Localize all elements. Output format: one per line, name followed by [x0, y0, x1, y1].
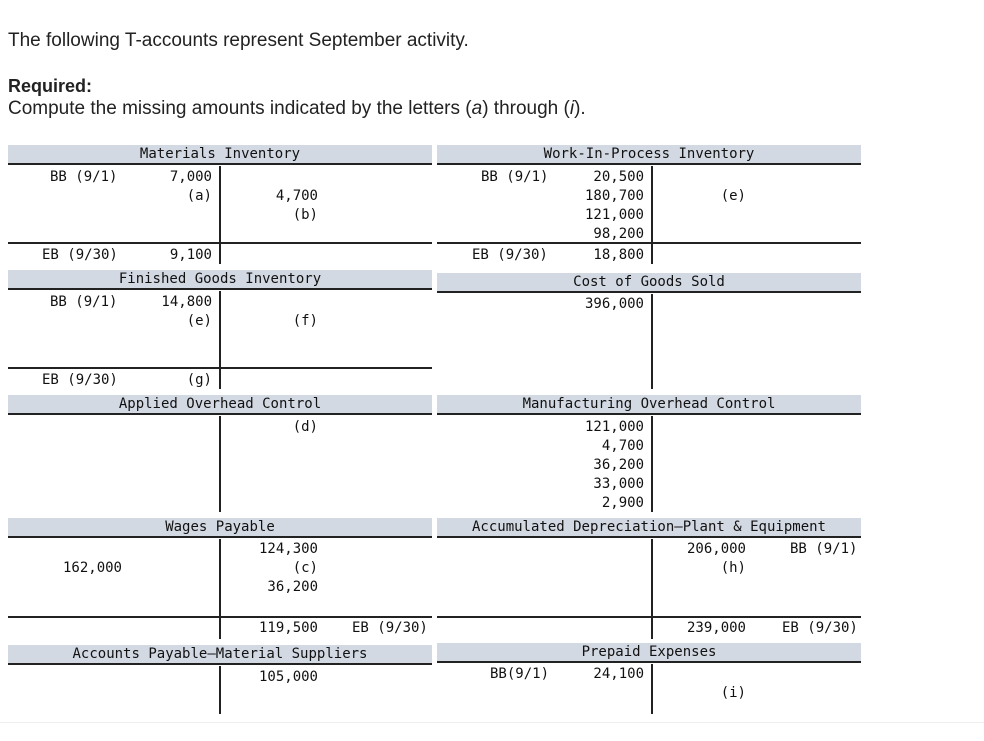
credit-f: (f) — [292, 313, 318, 329]
debit-e: (e) — [186, 313, 212, 329]
account-title: Work-In-Process Inventory — [437, 145, 861, 165]
bb-label: BB (9/1) — [50, 169, 118, 185]
credit-b: (b) — [292, 207, 318, 223]
bb-label: BB (9/1) — [50, 294, 118, 310]
eb-value: 9,100 — [169, 247, 212, 263]
credit-value: 36,200 — [267, 579, 318, 595]
eb-label: EB (9/30) — [42, 372, 118, 388]
account-title: Accounts Payable—Material Suppliers — [8, 645, 432, 665]
debit-value: 180,700 — [584, 188, 644, 204]
credit-value: 4,700 — [275, 188, 318, 204]
bb-label: BB (9/1) — [481, 169, 549, 185]
eb-label: EB (9/30) — [42, 247, 118, 263]
credit-value: 105,000 — [258, 669, 318, 685]
bb-value: 14,800 — [161, 294, 212, 310]
account-title: Cost of Goods Sold — [437, 273, 861, 293]
required-label: Required: — [8, 76, 93, 96]
debit-value: 4,700 — [601, 438, 644, 454]
credit-h: (h) — [720, 560, 746, 576]
debit-value: 36,200 — [593, 457, 644, 473]
debit-value: 33,000 — [593, 476, 644, 492]
account-title: Prepaid Expenses — [437, 643, 861, 663]
debit-value: 121,000 — [584, 207, 644, 223]
bottom-divider — [0, 722, 984, 723]
account-title: Materials Inventory — [8, 145, 432, 165]
credit-c: (c) — [292, 560, 318, 576]
letter-a: a — [471, 98, 483, 119]
bb-label: BB(9/1) — [490, 666, 550, 682]
debit-value: 162,000 — [62, 560, 122, 576]
bb-value: 24,100 — [593, 666, 644, 682]
debit-value: 20,500 — [593, 169, 644, 185]
bb-label: BB (9/1) — [790, 541, 858, 557]
eb-label: EB (9/30) — [472, 247, 548, 263]
account-title: Accumulated Depreciation—Plant & Equipment — [437, 518, 861, 538]
debit-a: (a) — [186, 188, 212, 204]
required-mid: ) through ( — [482, 98, 570, 119]
eb-value: 239,000 — [686, 620, 746, 636]
required-prefix: Compute the missing amounts indicated by the letters ( — [8, 98, 472, 119]
debit-value: 396,000 — [584, 296, 644, 312]
intro-text: The following T-accounts represent September activity. — [8, 30, 469, 51]
debit-value: 121,000 — [584, 419, 644, 435]
eb-value: 18,800 — [593, 247, 644, 263]
account-title: Applied Overhead Control — [8, 395, 432, 415]
account-title: Finished Goods Inventory — [8, 270, 432, 290]
debit-value: 2,900 — [601, 495, 644, 511]
credit-value: 124,300 — [258, 541, 318, 557]
account-title: Wages Payable — [8, 518, 432, 538]
bb-value: 7,000 — [169, 169, 212, 185]
credit-value: 206,000 — [686, 541, 746, 557]
credit-i: (i) — [720, 685, 746, 701]
letter-i: i — [569, 98, 575, 119]
eb-label: EB (9/30) — [782, 620, 858, 636]
account-title: Manufacturing Overhead Control — [437, 395, 861, 415]
eb-value: (g) — [186, 372, 212, 388]
eb-value: 119,500 — [258, 620, 318, 636]
eb-label: EB (9/30) — [352, 620, 428, 636]
credit-e: (e) — [720, 188, 746, 204]
debit-value: 98,200 — [593, 226, 644, 242]
required-suffix: ). — [574, 98, 586, 119]
credit-d: (d) — [292, 419, 318, 435]
